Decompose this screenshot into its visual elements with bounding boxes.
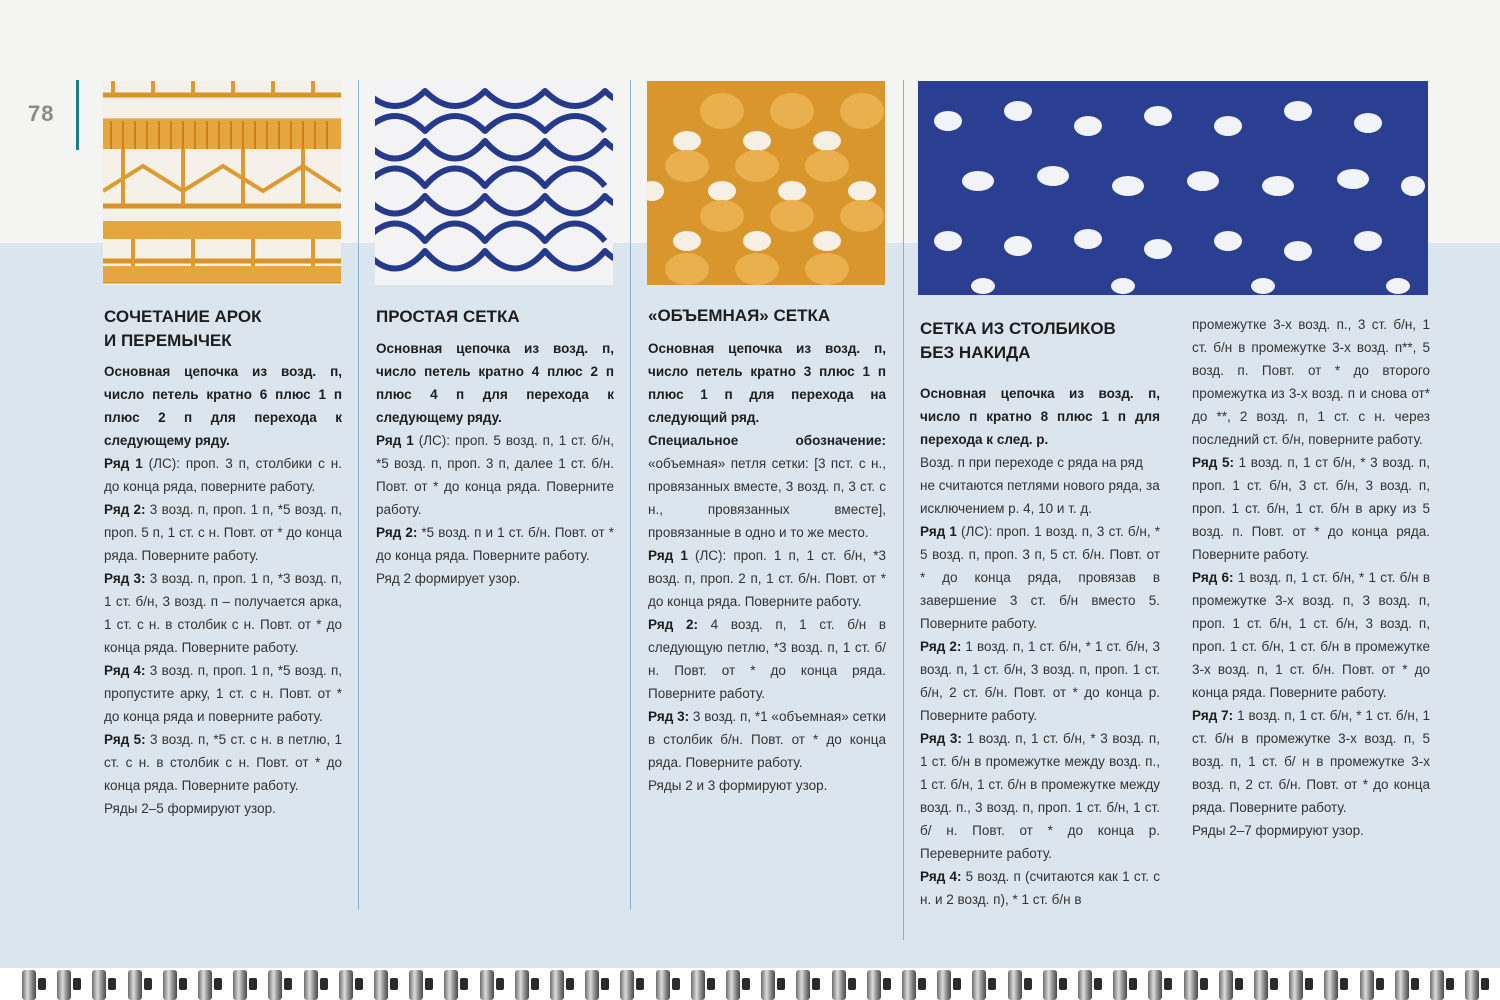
title-line: СОЧЕТАНИЕ АРОК xyxy=(104,307,262,326)
row-label: Ряд 1 xyxy=(104,456,143,471)
binding-ring xyxy=(1148,970,1162,1000)
binding-hole xyxy=(1094,978,1102,990)
binding-ring xyxy=(1113,970,1127,1000)
continued-text: промежутке 3-х возд. п., 3 ст. б/н, 1 ст. б/н в промежутке 3-х возд. п**, 5 возд. п. Повт. от * до второго промежутка из 3-х возд. п и снова от* до **, 2 возд. п, 1 ст. с н. через последний ст. б/н, поверните работу. xyxy=(1192,317,1430,447)
row-label: Ряд 5: xyxy=(104,732,146,747)
binding-hole xyxy=(390,978,398,990)
binding-ring xyxy=(339,970,353,1000)
binding-ring xyxy=(1254,970,1268,1000)
foundation-chain-text: Основная цепочка из возд. п, число п кратно 8 плюс 1 п для перехода к след. р. xyxy=(920,386,1160,447)
row-label: Ряд 7: xyxy=(1192,708,1234,723)
binding-hole xyxy=(988,978,996,990)
row-label: Ряд 6: xyxy=(1192,570,1234,585)
binding-ring xyxy=(1289,970,1303,1000)
binding-ring xyxy=(832,970,846,1000)
binding-ring xyxy=(515,970,529,1000)
binding-ring xyxy=(796,970,810,1000)
special-stitch-text: «объемная» петля сетки: [3 пст. с н., провязанных вместе, 3 возд. п, 3 ст. с н., провязанных вместе], провязанные в одно и то же место. xyxy=(648,456,886,540)
row-text: 1 возд. п, 1 ст. б/н, * 1 ст. б/н, 1 ст. б/н в промежутке 3-х возд. п, 5 возд. п, 1 ст. б/ н в промежутке 3-х возд. п, 2 ст. б/н. Повт. от * до конца ряда. Поверните работу. xyxy=(1192,708,1430,815)
row-text: (ЛС): проп. 5 возд. п, 1 ст. б/н, *5 возд. п, проп. 3 п, далее 1 ст. б/н. Повт. от * до конца ряда. Поверните работу. xyxy=(376,433,614,517)
row-instruction xyxy=(920,865,1160,911)
binding-ring xyxy=(585,970,599,1000)
row-label: Ряд 5: xyxy=(1192,455,1234,470)
page-number-rule xyxy=(76,80,79,150)
binding-hole xyxy=(1235,978,1243,990)
binding-ring xyxy=(550,970,564,1000)
binding-hole xyxy=(1024,978,1032,990)
binding-hole xyxy=(812,978,820,990)
binding-hole xyxy=(918,978,926,990)
binding-ring xyxy=(1008,970,1022,1000)
binding-hole xyxy=(531,978,539,990)
binding-ring xyxy=(726,970,740,1000)
binding-hole xyxy=(883,978,891,990)
binding-hole xyxy=(284,978,292,990)
binding-hole xyxy=(848,978,856,990)
swatch-arches-photo xyxy=(103,81,341,285)
row-label: Ряд 2: xyxy=(648,617,698,632)
chain-note: Возд. п при переходе с ряда на ряд не считаются петлями нового ряда, за исключением р. 4, 10 и т. д. xyxy=(920,455,1160,516)
binding-ring xyxy=(902,970,916,1000)
binding-ring xyxy=(374,970,388,1000)
row-label: Ряд 4: xyxy=(104,663,146,678)
row-instruction xyxy=(104,452,342,498)
binding-hole xyxy=(249,978,257,990)
pattern-instructions xyxy=(648,337,886,797)
binding-ring xyxy=(268,970,282,1000)
binding-ring xyxy=(691,970,705,1000)
binding-ring xyxy=(1219,970,1233,1000)
row-text: 3 возд. п, проп. 1 п, *5 возд. п, проп. 5 п, 1 ст. с н. Повт. от * до конца ряда. Поверните работу. xyxy=(104,502,343,563)
binding-ring xyxy=(1395,970,1409,1000)
pattern-instructions xyxy=(376,337,614,590)
row-label: Ряд 2: xyxy=(920,639,962,654)
binding-ring xyxy=(620,970,634,1000)
row-instruction xyxy=(920,635,1160,727)
binding-hole xyxy=(214,978,222,990)
row-label: Ряд 1 xyxy=(648,548,688,563)
pattern-instructions xyxy=(104,360,342,820)
row-text: (ЛС): проп. 1 возд. п, 3 ст. б/н, * 5 возд. п, проп. 3 п, 5 ст. б/н. Повт. от * до конца ряда, провязав в завершение 3 ст. б/н вместо 5. Поверните работу. xyxy=(920,524,1160,631)
pattern-instructions xyxy=(920,382,1160,911)
binding-ring xyxy=(1324,970,1338,1000)
binding-hole xyxy=(707,978,715,990)
row-text: 3 возд. п, проп. 1 п, *3 возд. п, 1 ст. б/н, 3 возд. п – получается арка, 1 ст. с н. в столбик с н. Повт. от * до конца ряда. Поверните работу. xyxy=(104,571,343,655)
binding-hole xyxy=(566,978,574,990)
binding-ring xyxy=(1430,970,1444,1000)
pattern-repeat-note: Ряды 2–5 формируют узор. xyxy=(104,801,276,816)
binding-ring xyxy=(1184,970,1198,1000)
binding-ring xyxy=(198,970,212,1000)
row-label: Ряд 2: xyxy=(104,502,146,517)
swatch-simple-mesh-photo xyxy=(375,81,613,285)
binding-hole xyxy=(742,978,750,990)
pattern-repeat-note: Ряд 2 формирует узор. xyxy=(376,571,521,586)
binding-ring xyxy=(163,970,177,1000)
binding-ring xyxy=(656,970,670,1000)
binding-hole xyxy=(1270,978,1278,990)
binding-hole xyxy=(1446,978,1454,990)
column-divider xyxy=(903,80,904,940)
binding-ring xyxy=(761,970,775,1000)
row-instruction xyxy=(648,613,886,705)
binding-ring xyxy=(1078,970,1092,1000)
row-instruction xyxy=(920,520,1160,635)
binding-hole xyxy=(1376,978,1384,990)
binding-hole xyxy=(179,978,187,990)
swatch-puff-mesh-photo xyxy=(647,81,885,285)
binding-hole xyxy=(1059,978,1067,990)
row-instruction xyxy=(648,705,886,774)
title-line: «ОБЪЕМНАЯ» СЕТКА xyxy=(648,306,831,325)
binding-ring xyxy=(128,970,142,1000)
binding-ring xyxy=(867,970,881,1000)
column-divider xyxy=(358,80,359,910)
row-label: Ряд 2: xyxy=(376,525,418,540)
row-text: (ЛС): проп. 3 п, столбики с н. до конца ряда, поверните работу. xyxy=(104,456,342,494)
title-line: И ПЕРЕМЫЧЕК xyxy=(104,331,232,350)
special-stitch-note xyxy=(648,429,886,544)
binding-ring xyxy=(57,970,71,1000)
row-instruction xyxy=(104,567,342,659)
binding-hole xyxy=(777,978,785,990)
binding-hole xyxy=(425,978,433,990)
binding-ring xyxy=(304,970,318,1000)
row-text: 1 возд. п, 1 ст. б/н, * 1 ст. б/н в промежутке 3-х возд. п, 3 возд. п, проп. 1 ст. б/н, 1 ст. б/н, 3 возд. п, проп. 1 ст. б/н, 1 ст. б/н в промежутке 3-х возд. п, 1 ст. б/н. Повт. от * до конца ряда. Поверните работу. xyxy=(1192,570,1430,700)
swatch-single-crochet-mesh-photo xyxy=(918,81,1428,295)
binding-ring xyxy=(972,970,986,1000)
row-instruction xyxy=(376,429,614,521)
binding-hole xyxy=(355,978,363,990)
pattern-repeat-note: Ряды 2 и 3 формируют узор. xyxy=(648,778,828,793)
row-text: *5 возд. п и 1 ст. б/н. Повт. от * до конца ряда. Поверните работу. xyxy=(376,525,615,563)
row-instruction xyxy=(104,498,342,567)
binding-hole xyxy=(38,978,46,990)
title-line: СЕТКА ИЗ СТОЛБИКОВ xyxy=(920,319,1116,338)
row-label: Ряд 4: xyxy=(920,869,962,884)
row-text: 1 возд. п, 1 ст. б/н, * 1 ст. б/н, 3 возд. п, 1 ст. б/н, 3 возд. п, проп. 1 ст. б/н, 2 ст. б/н. Повт. от * до конца р. Поверните работу. xyxy=(920,639,1160,723)
binding-ring xyxy=(92,970,106,1000)
binding-hole xyxy=(73,978,81,990)
title-line: БЕЗ НАКИДА xyxy=(920,343,1031,362)
row-instruction xyxy=(648,544,886,613)
title-line: ПРОСТАЯ СЕТКА xyxy=(376,307,520,326)
pattern-repeat-note: Ряды 2–7 формируют узор. xyxy=(1192,823,1364,838)
row-instruction xyxy=(376,521,614,567)
binding-hole xyxy=(1305,978,1313,990)
row-text: 1 возд. п, 1 ст б/н, * 3 возд. п, проп. 1 ст. б/н, 3 ст. б/н, 3 возд. п, проп. 1 ст. б/н, 1 ст. б/н в арку из 5 возд. п. Повт. от * до конца ряда. Поверните работу. xyxy=(1192,455,1430,562)
foundation-chain-text: Основная цепочка из возд. п, число петель кратно 6 плюс 1 п плюс 2 п для перехода к следующему ряду. xyxy=(104,364,342,448)
row-text: 4 возд. п, 1 ст. б/н в следующую петлю, *3 возд. п, 1 ст. б/н. Повт. от * до конца ряда. Поверните работу. xyxy=(648,617,887,701)
binding-hole xyxy=(1411,978,1419,990)
binding-ring xyxy=(1465,970,1479,1000)
binding-hole xyxy=(1481,978,1489,990)
binding-hole xyxy=(496,978,504,990)
binding-hole xyxy=(1340,978,1348,990)
row-instruction xyxy=(104,728,342,797)
row-label: Ряд 3: xyxy=(648,709,690,724)
row-instruction xyxy=(1192,566,1430,704)
page-number: 78 xyxy=(28,101,55,126)
binding-hole xyxy=(1200,978,1208,990)
foundation-chain-text: Основная цепочка из возд. п, число петель кратно 4 плюс 2 п плюс 4 п для перехода к следующему ряду. xyxy=(376,341,614,425)
row-label: Ряд 1 xyxy=(920,524,957,539)
row-label: Ряд 3: xyxy=(104,571,146,586)
binding-hole xyxy=(144,978,152,990)
binding-ring xyxy=(444,970,458,1000)
row-text: (ЛС): проп. 1 п, 1 ст. б/н, *3 возд. п, проп. 2 п, 1 ст. б/н. Повт. от * до конца ряда. Поверните работу. xyxy=(648,548,886,609)
binding-ring xyxy=(409,970,423,1000)
row-label: Ряд 1 xyxy=(376,433,414,448)
pattern-title xyxy=(104,305,344,353)
binding-hole xyxy=(601,978,609,990)
foundation-chain-text: Основная цепочка из возд. п, число петель кратно 3 плюс 1 п плюс 1 п для перехода на следующий ряд. xyxy=(648,341,886,425)
pattern-title xyxy=(376,305,616,329)
binding-hole xyxy=(672,978,680,990)
binding-ring xyxy=(937,970,951,1000)
special-stitch-label: Специальное обозначение: xyxy=(648,433,886,448)
binding-ring xyxy=(233,970,247,1000)
row-instruction xyxy=(1192,451,1430,566)
binding-ring xyxy=(1043,970,1057,1000)
pattern-instructions-continued xyxy=(1192,313,1430,842)
binding-hole xyxy=(320,978,328,990)
binding-hole xyxy=(636,978,644,990)
row-text: 3 возд. п, *1 «объемная» сетки в столбик б/н. Повт. от * до конца ряда. Поверните работу. xyxy=(648,709,887,770)
row-text: 3 возд. п, *5 ст. с н. в петлю, 1 ст. с н. в столбик с н. Повт. от * до конца ряда. Поверните работу. xyxy=(104,732,342,793)
row-text: 5 возд. п (считаются как 1 ст. с н. и 2 возд. п), * 1 ст. б/н в xyxy=(920,869,1160,907)
pattern-title xyxy=(648,304,888,328)
binding-hole xyxy=(1129,978,1137,990)
pattern-title xyxy=(920,317,1170,365)
column-divider xyxy=(630,80,631,910)
row-instruction xyxy=(104,659,342,728)
row-instruction xyxy=(1192,704,1430,819)
row-text: 3 возд. п, проп. 1 п, *5 возд. п, пропустите арку, 1 ст. с н. Повт. от * до конца ряда и поверните работу. xyxy=(104,663,343,724)
binding-ring xyxy=(1360,970,1374,1000)
binding-ring xyxy=(22,970,36,1000)
binding-hole xyxy=(108,978,116,990)
binding-hole xyxy=(1164,978,1172,990)
row-label: Ряд 3: xyxy=(920,731,962,746)
binding-hole xyxy=(460,978,468,990)
binding-hole xyxy=(953,978,961,990)
row-text: 1 возд. п, 1 ст. б/н, * 3 возд. п, 1 ст. б/н в промежутке между возд. п., 1 ст. б/н, 1 ст. б/н в промежутке между возд. п., 3 возд. п, проп. 1 ст. б/н, 1 ст. б/ н. Повт. от * до конца р. Переверните работу. xyxy=(920,731,1160,861)
row-instruction xyxy=(920,727,1160,865)
binding-ring xyxy=(480,970,494,1000)
